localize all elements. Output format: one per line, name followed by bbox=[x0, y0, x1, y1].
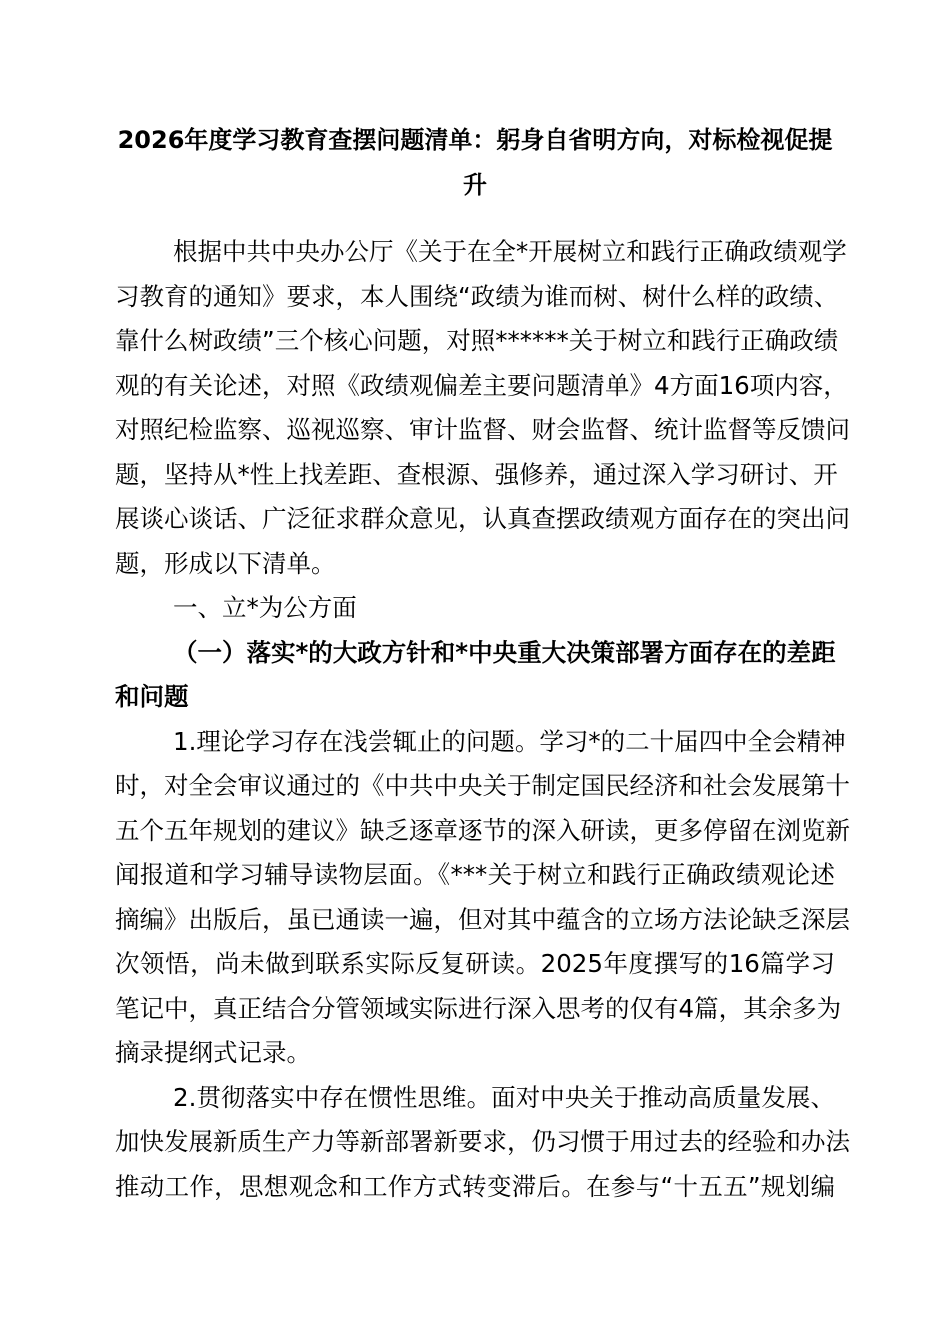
text-line: 五个五年规划的建议》缺乏逐章逐节的深入研读，更多停留在浏览新 bbox=[115, 815, 850, 845]
text-line: 笔记中，真正结合分管领域实际进行深入思考的仅有4篇，其余多为 bbox=[115, 993, 842, 1023]
text-line: 摘编》出版后，虽已通读一遍，但对其中蕴含的立场方法论缺乏深层 bbox=[115, 904, 850, 934]
paragraph bbox=[115, 230, 850, 586]
text-line: 时，对全会审议通过的《中共中央关于制定国民经济和社会发展第十 bbox=[115, 771, 850, 800]
section-heading bbox=[115, 631, 835, 720]
text-line: （一）落实*的大政方针和*中央重大决策部署方面存在的差距 bbox=[173, 637, 836, 667]
text-line: 题，坚持从*性上找差距、查根源、强修养，通过深入学习研讨、开 bbox=[115, 459, 838, 489]
text-line: 靠什么树政绩”三个核心问题，对照******关于树立和践行正确政绩 bbox=[115, 326, 839, 355]
text-line: 次领悟，尚未做到联系实际反复研读。2025年度撰写的16篇学习 bbox=[115, 949, 835, 978]
text-line: 展谈心谈话、广泛征求群众意见，认真查摆政绩观方面存在的突出问 bbox=[115, 504, 850, 533]
text-line: 加快发展新质生产力等新部署新要求，仍习惯于用过去的经验和办法 bbox=[115, 1127, 850, 1156]
paragraph bbox=[115, 720, 850, 1076]
title-line: 升 bbox=[463, 171, 487, 199]
text-line: 1.理论学习存在浅尝辄止的问题。学习*的二十届四中全会精神 bbox=[173, 726, 846, 756]
text-line: 习教育的通知》要求，本人围绕“政绩为谁而树、树什么样的政绩、 bbox=[115, 281, 839, 311]
document-body bbox=[115, 230, 850, 1209]
text-line: 闻报道和学习辅导读物层面。《***关于树立和践行正确政绩观论述 bbox=[115, 860, 835, 889]
text-line: 2.贯彻落实中存在惯性思维。面对中央关于推动高质量发展、 bbox=[173, 1082, 835, 1112]
text-line: 根据中共中央办公厅《关于在全*开展树立和践行正确政绩观学 bbox=[173, 237, 847, 266]
text-line: 一、立*为公方面 bbox=[173, 593, 357, 622]
text-line: 对照纪检监察、巡视巡察、审计监督、财会监督、统计监督等反馈问 bbox=[115, 415, 850, 444]
text-line: 观的有关论述，对照《政绩观偏差主要问题清单》4方面16项内容， bbox=[115, 370, 848, 400]
document-title bbox=[115, 118, 835, 208]
text-line: 摘录提纲式记录。 bbox=[115, 1038, 311, 1067]
text-line: 题，形成以下清单。 bbox=[115, 548, 336, 578]
text-line: 和问题 bbox=[115, 682, 189, 711]
paragraph bbox=[115, 1076, 850, 1210]
paragraph bbox=[115, 586, 835, 631]
text-line: 推动工作，思想观念和工作方式转变滞后。在参与“十五五”规划编 bbox=[115, 1171, 835, 1201]
title-line: 2026年度学习教育查摆问题清单：躬身自省明方向，对标检视促提 bbox=[117, 126, 833, 154]
